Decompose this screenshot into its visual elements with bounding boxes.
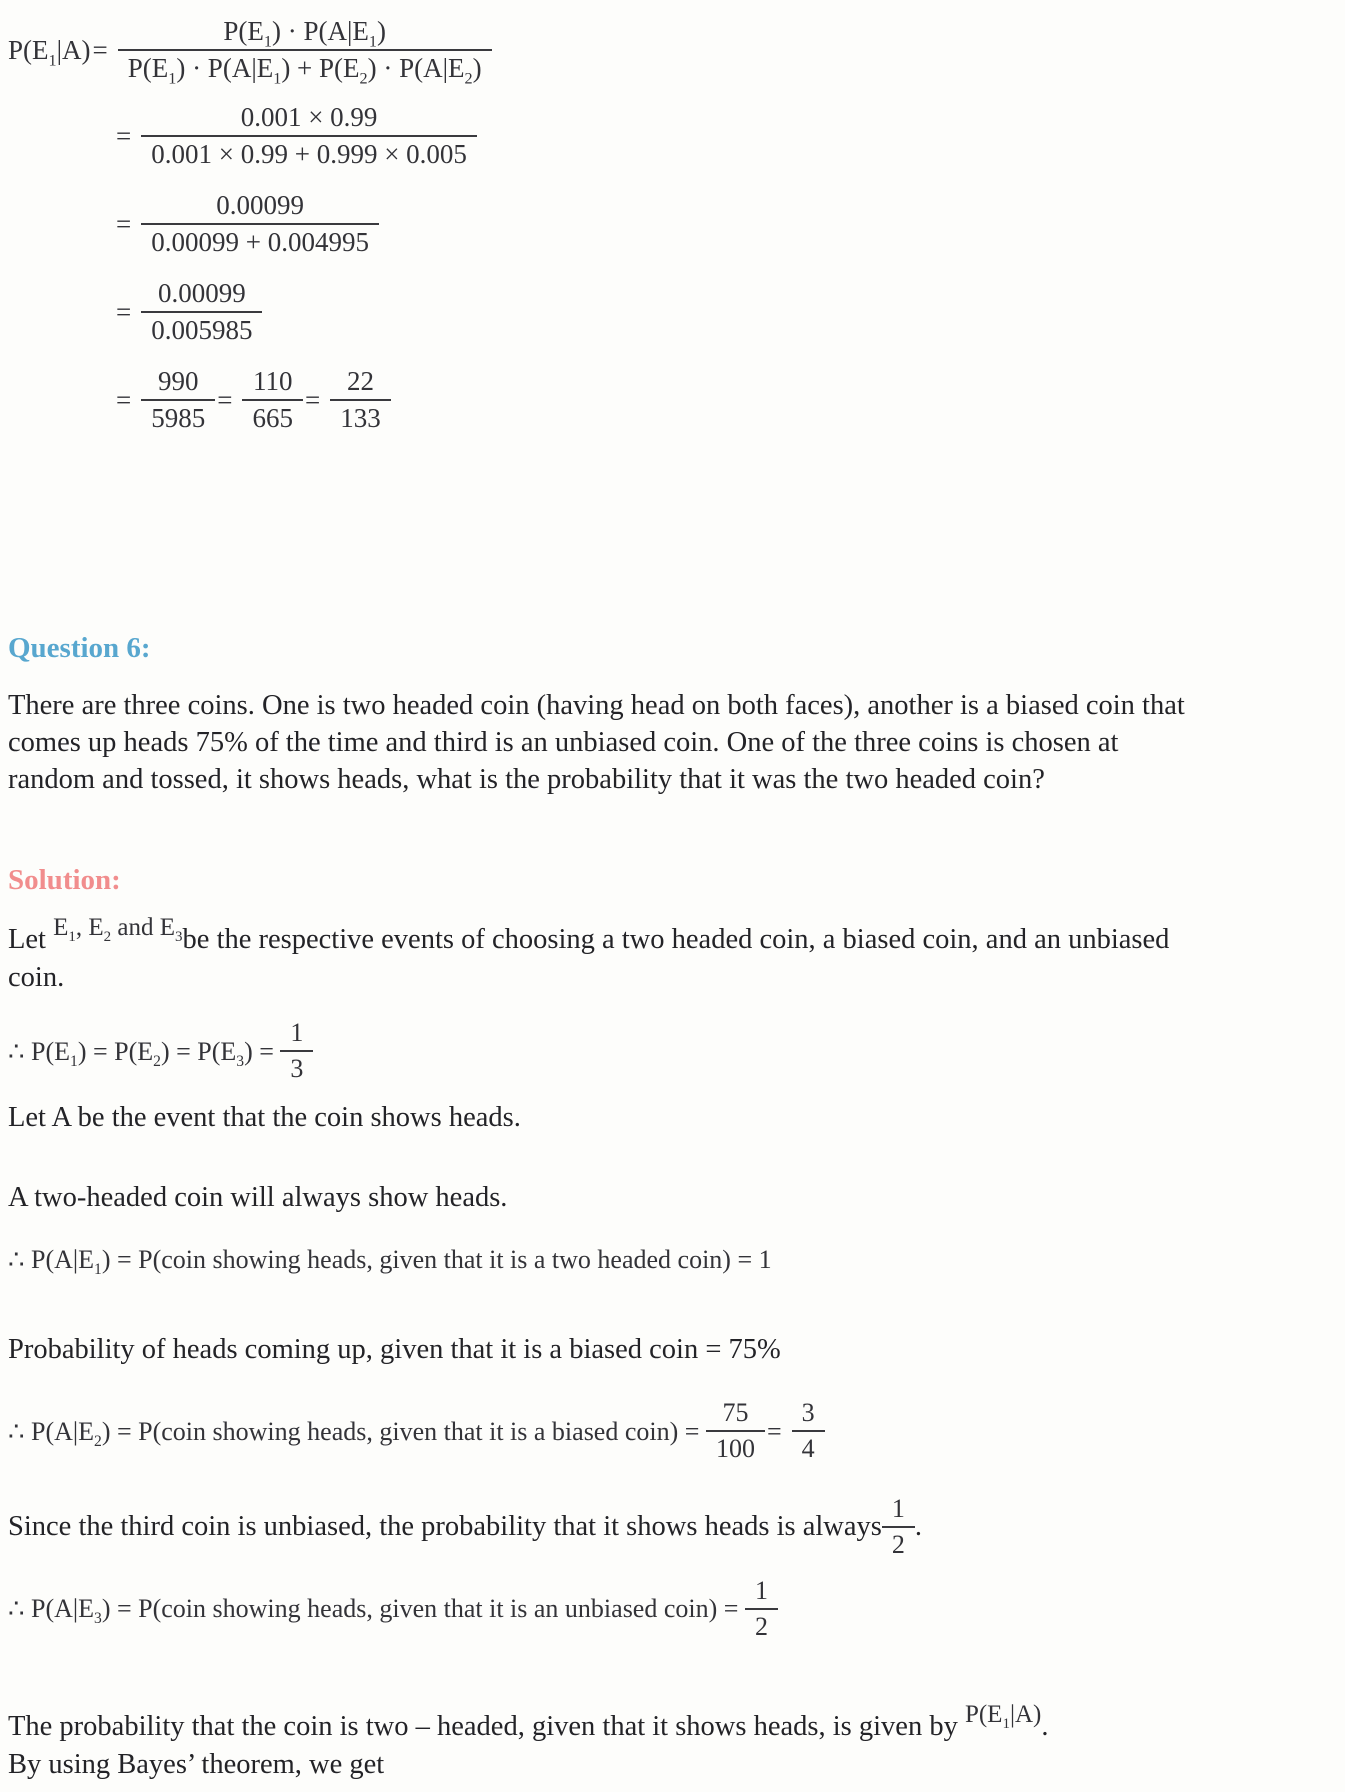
fraction-denominator: 100 <box>706 1430 765 1466</box>
fraction-one-half <box>882 1492 915 1562</box>
fraction-simplify-2 <box>141 276 262 348</box>
fraction-result-1 <box>141 364 215 436</box>
fraction-numerator: 0.00099 <box>216 190 304 221</box>
equation-simplify-2 <box>114 276 1285 348</box>
let-events-pre: Let <box>8 924 54 956</box>
unbiased-post: . <box>914 1511 922 1543</box>
closing-line2: By using Bayes’ theorem, we get <box>8 1748 385 1780</box>
fraction-numerator: 1 <box>754 1575 768 1605</box>
question-text: There are three coins. One is two headed coin (having head on both faces), another is a biased coin that comes up heads 75% of the time and third is an unbiased coin. One of the three coins is chosen at random and tossed, it shows heads, what is the probability that it was the two headed coin? <box>8 690 1185 796</box>
fraction-denominator: 0.005985 <box>141 311 262 348</box>
question-heading: Question 6: <box>8 632 151 665</box>
equation-p-a-e2 <box>8 1396 1285 1466</box>
equation-priors <box>8 1016 1285 1086</box>
solution-heading: Solution: <box>8 864 121 897</box>
equals-sign: = <box>766 1416 782 1446</box>
fraction-denominator: 2 <box>882 1526 915 1562</box>
closing-statement <box>8 1700 1193 1783</box>
fraction-denominator: 665 <box>242 399 303 436</box>
fraction-denominator: 0.001 × 0.99 + 0.999 × 0.005 <box>141 135 477 172</box>
equation-p-a-e1 <box>8 1244 1285 1278</box>
equals-sign: = <box>116 209 132 240</box>
fraction-75-100 <box>706 1396 765 1466</box>
fraction-numerator: 1 <box>290 1018 304 1048</box>
unbiased-coin-statement <box>8 1492 922 1562</box>
fraction-numerator: $P(E_1) \cdot P(A|E_1)$ <box>223 16 386 51</box>
fraction-denominator: 133 <box>330 399 391 436</box>
equation-simplify-1 <box>114 188 1285 260</box>
equals-sign: = <box>116 121 132 152</box>
let-a-statement: Let A be the event that the coin shows heads. <box>8 1102 521 1134</box>
equation-p-a-e3 <box>8 1574 1285 1644</box>
let-events-post: be the respective events of choosing a two headed coin, a biased coin, and an unbiased coin. <box>8 924 1170 994</box>
equals-sign: = <box>116 297 132 328</box>
two-headed-statement: A two-headed coin will always show heads. <box>8 1182 508 1214</box>
fraction-numerator: 1 <box>891 1494 905 1524</box>
closing-period: . <box>1041 1710 1049 1742</box>
fraction-denominator: 0.00099 + 0.004995 <box>141 223 379 260</box>
fraction-denominator: 3 <box>280 1050 313 1086</box>
fraction-numerator: 75 <box>722 1398 749 1428</box>
unbiased-pre: Since the third coin is unbiased, the probability that it shows heads is always <box>8 1511 882 1543</box>
equals-sign: = <box>217 385 233 416</box>
p-a-e3-lead: ∴ $P(A|E_3)$ = P(coin showing heads, given that it is an unbiased coin) = <box>8 1594 745 1628</box>
equals-sign: = <box>116 385 132 416</box>
p-a-e2-lead: ∴ $P(A|E_2)$ = P(coin showing heads, given that it is a biased coin) = <box>8 1416 706 1450</box>
fraction-numerator: 990 <box>157 366 199 397</box>
p-e1-a-math: $P(E_1|A)$ <box>964 1700 1042 1732</box>
fraction-3-4 <box>792 1396 825 1466</box>
fraction-denominator: 4 <box>792 1430 825 1466</box>
events-e1-e2-e3-math: $E_1$, $E_2$ and $E_3$ <box>53 914 183 946</box>
priors-lead: ∴ $P(E_1) = P(E_2) = P(E_3)$ = <box>8 1036 281 1070</box>
equation-substitution <box>114 100 1285 172</box>
fraction-simplify-1 <box>141 188 379 260</box>
fraction-substitution <box>141 100 477 172</box>
biased-coin-statement: Probability of heads coming up, given that it is a biased coin = 75% <box>8 1333 781 1365</box>
closing-pre: The probability that the coin is two – headed, given that it shows heads, is given by <box>8 1710 965 1742</box>
solution-let-events <box>8 914 1193 996</box>
fraction-denominator: 2 <box>745 1608 778 1644</box>
p-a-e1-expression: ∴ $P(A|E_1)$ = P(coin showing heads, given that it is a two headed coin) = 1 <box>8 1244 772 1278</box>
fraction-result-3 <box>330 364 391 436</box>
equation-bayes-formula <box>8 14 1285 86</box>
fraction-one-half <box>745 1574 778 1644</box>
fraction-result-2 <box>242 364 303 436</box>
fraction-one-third <box>280 1016 313 1086</box>
equals-sign: = <box>304 385 321 416</box>
fraction-denominator: $P(E_1) \cdot P(A|E_1) + P(E_2) \cdot P(A|E_2)$ <box>118 49 492 86</box>
fraction-numerator: 22 <box>346 366 374 397</box>
equation-lhs: $P(E_1|A)$ <box>8 34 91 70</box>
fraction-bayes <box>118 14 492 86</box>
fraction-numerator: 0.00099 <box>157 278 246 309</box>
bayes-derivation <box>8 14 1285 436</box>
fraction-denominator: 5985 <box>141 399 215 436</box>
equals-sign: = <box>92 34 108 65</box>
fraction-numerator: 110 <box>252 366 293 397</box>
fraction-numerator: 0.001 × 0.99 <box>240 102 378 133</box>
equation-result <box>114 364 1285 436</box>
fraction-numerator: 3 <box>801 1398 815 1428</box>
